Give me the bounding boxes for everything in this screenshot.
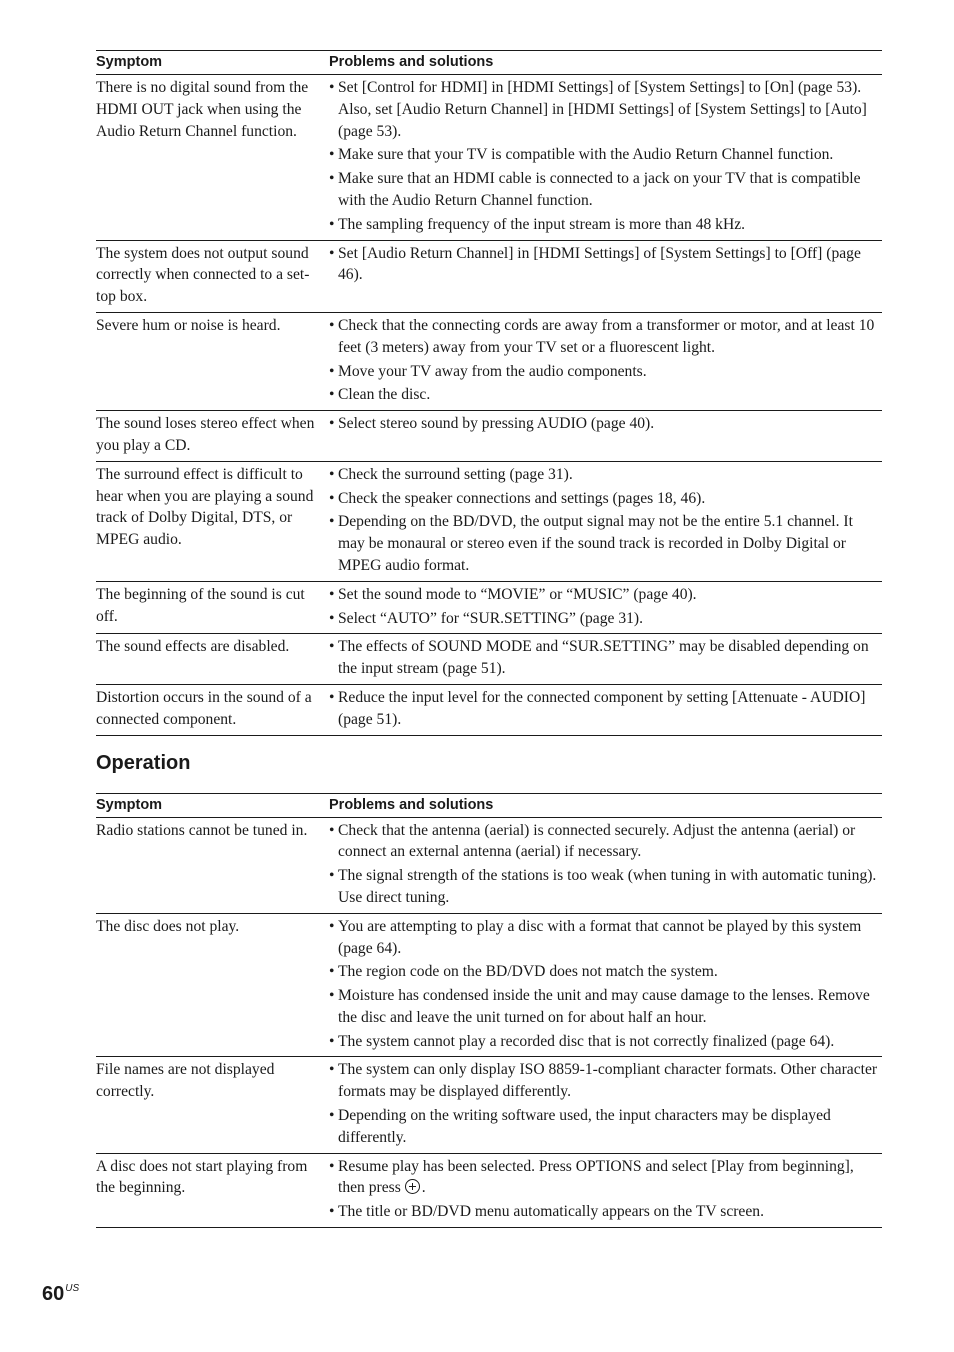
table-row [96, 1153, 882, 1227]
table-row [96, 411, 882, 462]
solution-item: • Set [Control for HDMI] in [HDMI Settings] of [System Settings] to [On] (page 53). Also, set [Audio Return Channel] in [HDMI Settings] of [System Settings] to [Auto] (page 53). [329, 79, 867, 140]
symptom-cell: Severe hum or noise is heard. [96, 312, 329, 410]
solution-item: • Check the surround setting (page 31). [329, 465, 573, 483]
symptom-cell: A disc does not start playing from the beginning. [96, 1153, 329, 1227]
operation-section-heading: Operation [96, 751, 191, 774]
table-row [96, 240, 882, 312]
solutions-list [329, 636, 882, 680]
table-row [96, 312, 882, 410]
table-row [96, 684, 882, 735]
solutions-list [329, 916, 882, 1053]
table-row [96, 817, 882, 913]
solutions-cell [329, 581, 882, 634]
solutions-list [329, 820, 882, 909]
solution-item: • Set the sound mode to “MOVIE” or “MUSIC” (page 40). [329, 585, 697, 603]
solutions-list [329, 584, 882, 630]
solutions-cell [329, 411, 882, 462]
solution-item: • Check that the antenna (aerial) is connected securely. Adjust the antenna (aerial) or connect an external antenna (aerial) if necessary. [329, 821, 856, 861]
solutions-cell [329, 817, 882, 913]
solution-item: • Reduce the input level for the connected component by setting [Attenuate - AUDIO] (page 51). [329, 688, 866, 728]
solution-item: • Clean the disc. [329, 386, 431, 404]
table-row [96, 913, 882, 1057]
solutions-cell [329, 461, 882, 581]
table-header-row [96, 793, 882, 817]
symptom-cell: The sound effects are disabled. [96, 634, 329, 685]
table-header-row [96, 51, 882, 75]
table-row [96, 581, 882, 634]
solution-item: • The system cannot play a recorded disc that is not correctly finalized (page 64). [329, 1032, 835, 1050]
solution-item: • Moisture has condensed inside the unit and may cause damage to the lenses. Remove the disc and leave the unit turned on for about half an hour. [329, 987, 870, 1026]
solutions-list [329, 413, 882, 435]
symptom-column-header: Symptom [96, 51, 329, 75]
solutions-cell [329, 75, 882, 241]
solution-item: • Resume play has been selected. Press OPTIONS and select [Play from beginning], then press . [329, 1157, 854, 1197]
troubleshooting-table-sound [96, 50, 882, 736]
solutions-list [329, 315, 882, 406]
table-row [96, 1057, 882, 1153]
solution-item: • Check the speaker connections and settings (pages 18, 46). [329, 489, 706, 507]
symptom-cell: The sound loses stereo effect when you play a CD. [96, 411, 329, 462]
solutions-cell [329, 684, 882, 735]
solution-item: • Select “AUTO” for “SUR.SETTING” (page 31). [329, 609, 643, 627]
symptom-column-header: Symptom [96, 793, 329, 817]
solution-item: • The effects of SOUND MODE and “SUR.SETTING” may be disabled depending on the input stream (page 51). [329, 638, 869, 678]
solution-item: • Move your TV away from the audio components. [329, 362, 647, 380]
solution-item: • The system can only display ISO 8859-1-compliant character formats. Other character formats may be displayed differently. [329, 1061, 878, 1101]
symptom-cell: The system does not output sound correctly when connected to a set-top box. [96, 240, 329, 312]
solutions-list [329, 687, 882, 731]
page-number-value: 60 [42, 1283, 65, 1305]
solutions-cell [329, 1057, 882, 1153]
symptom-cell: File names are not displayed correctly. [96, 1057, 329, 1153]
symptom-cell: The surround effect is difficult to hear when you are playing a sound track of Dolby Digital, DTS, or MPEG audio. [96, 461, 329, 581]
solution-item: • Depending on the writing software used, the input characters may be displayed differently. [329, 1107, 831, 1146]
solutions-cell [329, 312, 882, 410]
symptom-cell: The disc does not play. [96, 913, 329, 1057]
solutions-column-header: Problems and solutions [329, 51, 882, 75]
solutions-list [329, 464, 882, 577]
solution-item: • Make sure that your TV is compatible with the Audio Return Channel function. [329, 146, 834, 164]
solution-item: • The title or BD/DVD menu automatically appears on the TV screen. [329, 1203, 764, 1221]
solutions-cell [329, 1153, 882, 1227]
symptom-cell: There is no digital sound from the HDMI OUT jack when using the Audio Return Channel function. [96, 75, 329, 241]
solutions-list [329, 77, 882, 236]
solution-item: • Depending on the BD/DVD, the output signal may not be the entire 5.1 channel. It may be monaural or stereo even if the sound track is recorded in Dolby Digital or MPEG audio format. [329, 513, 853, 574]
solutions-list [329, 1059, 882, 1148]
page-number [42, 1283, 79, 1306]
table-row [96, 75, 882, 241]
solution-item: • Select stereo sound by pressing AUDIO (page 40). [329, 415, 655, 433]
symptom-cell: The beginning of the sound is cut off. [96, 581, 329, 634]
table-row [96, 461, 882, 581]
solutions-list [329, 243, 882, 287]
solutions-cell [329, 240, 882, 312]
solution-item: • Check that the connecting cords are away from a transformer or motor, and at least 10 feet (3 meters) away from your TV set or a fluorescent light. [329, 316, 875, 356]
troubleshooting-table-operation [96, 793, 882, 1229]
solutions-column-header: Problems and solutions [329, 793, 882, 817]
solutions-cell [329, 634, 882, 685]
manual-page [96, 50, 882, 1228]
solution-item: • The region code on the BD/DVD does not match the system. [329, 963, 718, 981]
solution-item: • The signal strength of the stations is too weak (when tuning in with automatic tuning). Use direct tuning. [329, 867, 877, 906]
solutions-list [329, 1156, 882, 1223]
symptom-cell: Radio stations cannot be tuned in. [96, 817, 329, 913]
page-region-suffix: US [65, 1283, 80, 1294]
symptom-cell: Distortion occurs in the sound of a connected component. [96, 684, 329, 735]
solutions-cell [329, 913, 882, 1057]
solution-item: • The sampling frequency of the input stream is more than 48 kHz. [329, 215, 746, 233]
solution-item: • You are attempting to play a disc with a format that cannot be played by this system (page 64). [329, 917, 862, 957]
solution-item: • Make sure that an HDMI cable is connected to a jack on your TV that is compatible with the Audio Return Channel function. [329, 170, 861, 209]
enter-button-icon [405, 1179, 420, 1194]
solution-item: • Set [Audio Return Channel] in [HDMI Settings] of [System Settings] to [Off] (page 46). [329, 244, 861, 284]
table-row [96, 634, 882, 685]
